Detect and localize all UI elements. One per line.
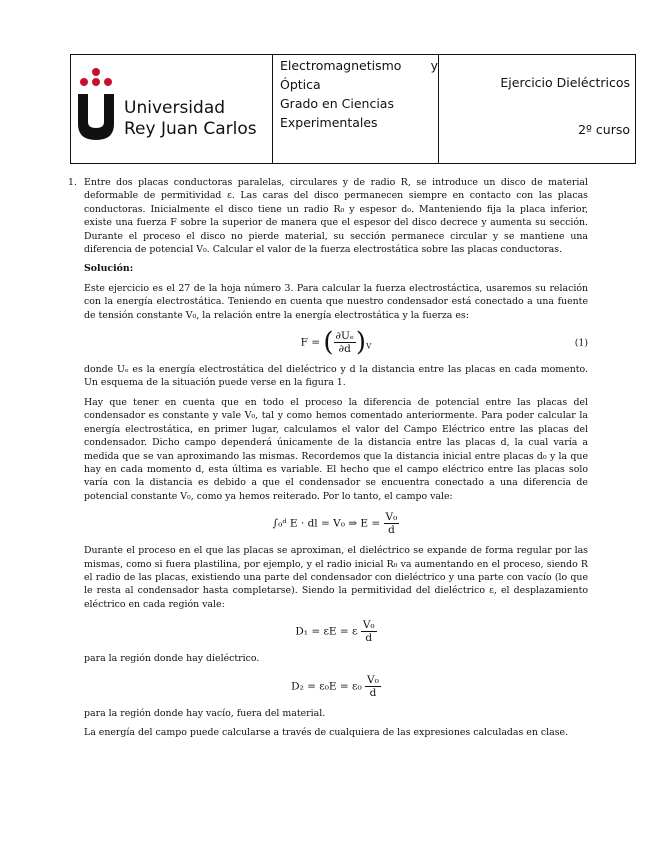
course-degree-cont: Experimentales [280, 115, 378, 130]
eq3-denominator: d [365, 632, 373, 645]
urjc-emblem-icon [72, 66, 120, 146]
problem-item [68, 176, 588, 739]
paragraph-2: donde Uₑ es la energía electrostática del dieléctrico y d la distancia entre las placas en cada momento. Un esquema de la situación puede verse en la figura 1. [84, 364, 588, 389]
solution-label: Solución: [84, 263, 134, 275]
paragraph-1: Este ejercicio es el 27 de la hoja número 3. Para calcular la fuerza electrostáctica, usaremos su relación con la energía electrostática. Teniendo en cuenta que nuestro condensador está conectado a una fuente de tensión constante V₀, la relación entre la energía electrostática y la fuerza es: [84, 282, 588, 321]
eq4-lhs: D₂ = ε₀E = ε₀ [291, 680, 362, 693]
eq1-tag: (1) [574, 336, 588, 348]
exercise-title: Ejercicio Dieléctricos [500, 75, 630, 90]
equation-3 [84, 619, 588, 644]
eq4-numerator: V₀ [367, 673, 379, 686]
course-subject: Electromagnetismo [280, 58, 402, 73]
eq3-lhs: D₁ = εE = ε [295, 625, 358, 638]
eq1-numerator: ∂Uₑ [335, 330, 354, 343]
problem-statement: Entre dos placas conductoras paralelas, circulares y de radio R, se introduce un disco de material deformable de permitividad ε. Las caras del disco permanecen siempre en contacto con las placas conductoras. Inicialmente el disco tiene un radio R₀ y espesor d₀. Manteniendo fija la placa inferior, existe una fuerza F sobre la superior de manera que el espesor del disco decrece y aumenta su sección. Durante el proceso el disco no pierde material, su sección permanece circular y se mantiene una diferencia de potencial V₀. Calcular el valor de la fuerza electrostática sobre las placas conductoras. [84, 177, 588, 256]
eq1-subscript: V [366, 341, 372, 351]
course-subject-cont: Óptica [280, 77, 321, 92]
item-number: 1. [68, 177, 77, 188]
course-year: 2º curso [578, 122, 630, 137]
paragraph-6: para la región donde hay vacío, fuera del material. [84, 707, 326, 719]
course-info [280, 56, 438, 132]
eq3-numerator: V₀ [362, 619, 375, 632]
eq2-numerator: V₀ [385, 511, 398, 524]
course-subject-conj: y [430, 58, 438, 73]
eq4-denominator: d [369, 686, 377, 699]
university-logo [72, 66, 272, 154]
equation-1: F = ( $\frac{\text{∂Uₑ}}{\partial d}$ )$_V$ (1) [300, 327, 588, 358]
eq1-lhs: F = [300, 336, 321, 349]
eq1-denominator: ∂d [338, 343, 351, 356]
university-name-line2: Rey Juan Carlos [124, 119, 257, 139]
eq2-lhs: ∫₀ᵈ E · dl = V₀ ⇒ E = [272, 517, 381, 530]
paragraph-5: para la región donde hay dieléctrico. [84, 653, 260, 665]
equation-4 [84, 674, 588, 699]
equation-2 [84, 511, 588, 536]
eq2-denominator: d [388, 524, 395, 537]
course-degree: Grado en Ciencias [280, 96, 394, 111]
paragraph-3: Hay que tener en cuenta que en todo el proceso la diferencia de potencial entre las placas del condensador es constante y vale V₀, tal y como hemos comentado anteriormente. Para poder calcular la energía electrostática, en primer lugar, calculamos el valor del Campo Eléctrico entre las placas del condensador. Dicho campo dependerá únicamente de la distancia entre las placas d, la cual varía a medida que se van aproximando las mismas. Recordemos que la distancia inicial entre placas d₀ y la que hay en cada momento d, esta última es variable. El hecho que el campo eléctrico entre las placas solo varía con la distancia es debido a que el condensador se encuentra conectado a una diferencia de potencial constante V₀, como ya hemos reiterado. Por lo tanto, el campo vale: [84, 396, 588, 502]
university-name-line1: Universidad [124, 98, 226, 118]
paragraph-4: Durante el proceso en el que las placas se aproximan, el dieléctrico se expande de forma regular por las mismas, como si fuera plastilina, por ejemplo, y el radio inicial R₀ va aumentando en el proceso, siendo R el radio de las placas, existiendo una parte del condensador con dieléctrico y una parte con vacío (lo que le resta al condensador hasta completarse). Siendo la permitividad del dieléctrico ε, el desplazamiento eléctrico en cada región vale: [84, 545, 588, 610]
document-body [68, 176, 588, 745]
paragraph-7: La energía del campo puede calcularse a través de cualquiera de las expresiones calculadas en clase. [84, 726, 569, 738]
